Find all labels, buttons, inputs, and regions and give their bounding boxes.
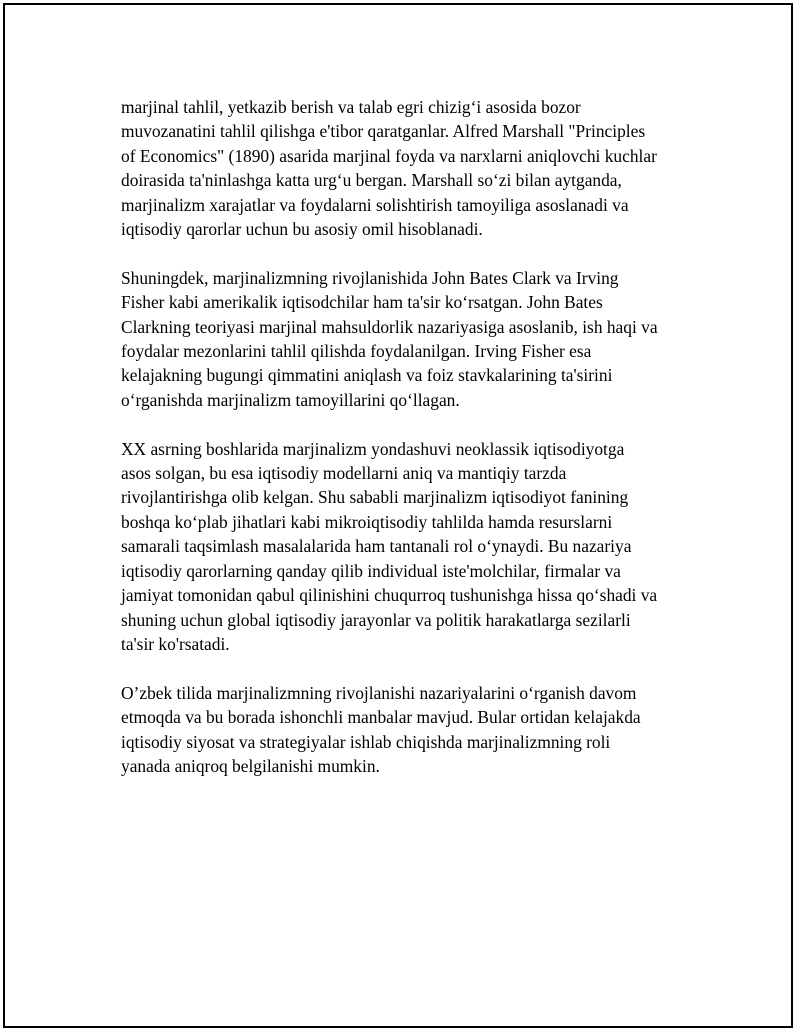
- text-line: iqtisodiy qarorlarning qanday qilib individual iste'molchilar, firmalar va: [121, 560, 621, 581]
- text-line: jamiyat tomonidan qabul qilinishini chuqurroq tushunishga hissa qo‘shadi va: [121, 585, 658, 606]
- document-page: [3, 3, 793, 1028]
- text-line: Clarkning teoriyasi marjinal mahsuldorlik nazariyasiga asoslanib, ish haqi va: [121, 316, 658, 337]
- text-line: XX asrning boshlarida marjinalizm yondashuvi neoklassik iqtisodiyotga: [121, 438, 625, 459]
- text-line: iqtisodiy siyosat va strategiyalar ishlab chiqishda marjinalizmning roli: [121, 731, 611, 752]
- document-body: [121, 95, 701, 803]
- paragraph-3: [121, 437, 701, 657]
- text-line: O’zbek tilida marjinalizmning rivojlanishi nazariyalarini o‘rganish davom: [121, 682, 637, 703]
- text-line: doirasida ta'ninlashga katta urg‘u bergan. Marshall so‘zi bilan aytganda,: [121, 170, 622, 191]
- text-line: muvozanatini tahlil qilishga e'tibor qaratganlar. Alfred Marshall "Principles: [121, 121, 646, 142]
- text-line: ta'sir ko'rsatadi.: [121, 633, 230, 654]
- text-line: Fisher kabi amerikalik iqtisodchilar ham ta'sir ko‘rsatgan. John Bates: [121, 292, 603, 313]
- text-line: of Economics" (1890) asarida marjinal foyda va narxlarni aniqlovchi kuchlar: [121, 145, 657, 166]
- text-line: marjinal tahlil, yetkazib berish va talab egri chizig‘i asosida bozor: [121, 97, 581, 117]
- text-line: marjinalizm xarajatlar va foydalarni solishtirish tamoyiliga asoslanadi va: [121, 194, 629, 215]
- text-line: samarali taqsimlash masalalarida ham tantanali rol o‘ynaydi. Bu nazariya: [121, 536, 632, 557]
- paragraph-4: [121, 681, 701, 779]
- text-line: etmoqda va bu borada ishonchli manbalar mavjud. Bular ortidan kelajakda: [121, 707, 641, 728]
- text-line: foydalar mezonlarini tahlil qilishda foydalanilgan. Irving Fisher esa: [121, 341, 592, 362]
- text-line: rivojlantirishga olib kelgan. Shu sababli marjinalizm iqtisodiyot fanining: [121, 487, 629, 508]
- text-line: o‘rganishda marjinalizm tamoyillarini qo‘llagan.: [121, 389, 460, 410]
- text-line: asos solgan, bu esa iqtisodiy modellarni aniq va mantiqiy tarzda: [121, 463, 567, 484]
- text-line: Shuningdek, marjinalizmning rivojlanishida John Bates Clark va Irving: [121, 267, 619, 288]
- paragraph-1: [121, 95, 701, 241]
- text-line: kelajakning bugungi qimmatini aniqlash va foiz stavkalarining ta'sirini: [121, 365, 613, 386]
- paragraph-2: [121, 266, 701, 412]
- text-line: yanada aniqroq belgilanishi mumkin.: [121, 755, 380, 776]
- text-line: iqtisodiy qarorlar uchun bu asosiy omil hisoblanadi.: [121, 219, 483, 240]
- text-line: boshqa ko‘plab jihatlari kabi mikroiqtisodiy tahlilda hamda resurslarni: [121, 511, 613, 532]
- text-line: shuning uchun global iqtisodiy jarayonlar va politik harakatlarga sezilarli: [121, 609, 631, 630]
